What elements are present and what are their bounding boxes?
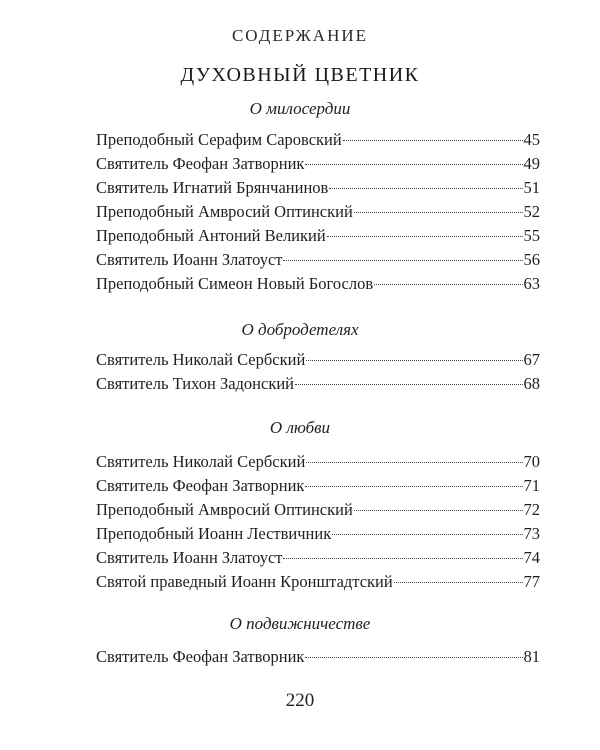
dot-leader — [374, 284, 522, 285]
section-title-asceticism: О подвижничестве — [229, 614, 371, 633]
entry-page-number: 70 — [523, 452, 540, 471]
entry-author: Преподобный Серафим Саровский — [96, 130, 342, 149]
dot-leader — [283, 260, 522, 261]
dot-leader — [327, 236, 523, 237]
section-title-virtues: О добродетелях — [241, 320, 359, 339]
entry-author: Преподобный Амвросий Оптинский — [96, 202, 353, 221]
entry-page-number: 55 — [523, 226, 540, 245]
entry-author: Святитель Иоанн Златоуст — [96, 250, 283, 269]
entry-page-number: 74 — [523, 548, 540, 567]
dot-leader — [305, 657, 522, 658]
dot-leader — [305, 486, 522, 487]
dot-leader — [295, 384, 522, 385]
toc-entry[interactable] — [96, 348, 540, 372]
toc-entry[interactable] — [96, 546, 540, 570]
entry-author: Святитель Николай Сербский — [96, 452, 306, 471]
toc-entry[interactable] — [96, 272, 540, 296]
entry-page-number: 63 — [523, 274, 540, 293]
dot-leader — [332, 534, 522, 535]
entry-author: Святитель Тихон Задонский — [96, 374, 295, 393]
entry-page-number: 73 — [523, 524, 540, 543]
entry-page-number: 45 — [523, 130, 540, 149]
dot-leader — [329, 188, 522, 189]
entry-author: Святитель Феофан Затворник — [96, 647, 305, 666]
entry-author: Святой праведный Иоанн Кронштадтский — [96, 572, 393, 591]
dot-leader — [354, 510, 523, 511]
entry-author: Преподобный Симеон Новый Богослов — [96, 274, 374, 293]
entry-author: Преподобный Иоанн Лествичник — [96, 524, 332, 543]
entry-author: Святитель Игнатий Брянчанинов — [96, 178, 329, 197]
entry-page-number: 56 — [523, 250, 540, 269]
entry-author: Святитель Николай Сербский — [96, 350, 306, 369]
running-head: СОДЕРЖАНИЕ — [231, 26, 369, 45]
toc-entry[interactable] — [96, 645, 540, 669]
dot-leader — [283, 558, 522, 559]
entry-page-number: 67 — [523, 350, 540, 369]
entry-page-number: 52 — [523, 202, 540, 221]
dot-leader — [306, 360, 522, 361]
dot-leader — [343, 140, 523, 141]
toc-entry[interactable] — [96, 498, 540, 522]
toc-entry[interactable] — [96, 474, 540, 498]
entry-page-number: 71 — [523, 476, 540, 495]
toc-entry[interactable] — [96, 522, 540, 546]
toc-entry[interactable] — [96, 372, 540, 396]
toc-entry[interactable] — [96, 570, 540, 594]
toc-entry[interactable] — [96, 450, 540, 474]
entry-page-number: 49 — [523, 154, 540, 173]
toc-entry[interactable] — [96, 224, 540, 248]
dot-leader — [354, 212, 523, 213]
entry-page-number: 77 — [523, 572, 540, 591]
section-title-mercy: О милосердии — [249, 99, 351, 118]
toc-entry[interactable] — [96, 176, 540, 200]
page-number: 220 — [285, 690, 315, 711]
entry-author: Преподобный Амвросий Оптинский — [96, 500, 353, 519]
part-title: ДУХОВНЫЙ ЦВЕТНИК — [180, 64, 420, 86]
entry-page-number: 51 — [523, 178, 540, 197]
dot-leader — [306, 462, 522, 463]
toc-entry[interactable] — [96, 200, 540, 224]
dot-leader — [305, 164, 522, 165]
toc-entry[interactable] — [96, 248, 540, 272]
entry-page-number: 68 — [523, 374, 540, 393]
toc-entry[interactable] — [96, 152, 540, 176]
entry-author: Святитель Иоанн Златоуст — [96, 548, 283, 567]
toc-entry[interactable] — [96, 128, 540, 152]
section-title-love: О любви — [269, 418, 331, 437]
dot-leader — [394, 582, 523, 583]
entry-page-number: 81 — [523, 647, 540, 666]
entry-author: Святитель Феофан Затворник — [96, 476, 305, 495]
entry-author: Святитель Феофан Затворник — [96, 154, 305, 173]
entry-page-number: 72 — [523, 500, 540, 519]
entry-author: Преподобный Антоний Великий — [96, 226, 326, 245]
